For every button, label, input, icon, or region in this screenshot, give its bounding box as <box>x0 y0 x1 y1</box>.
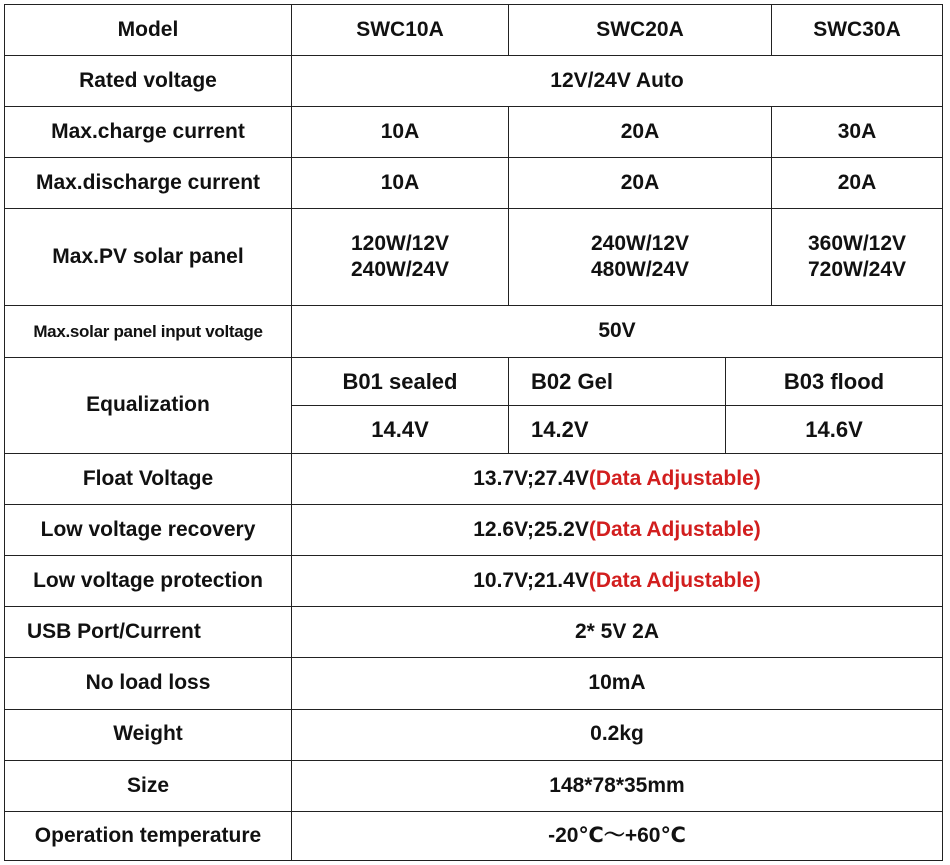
low-voltage-recovery-note: (Data Adjustable) <box>588 518 761 542</box>
row-low-voltage-protection <box>5 556 943 607</box>
discharge-current-swc20a: 20A <box>509 158 772 209</box>
value-low-voltage-protection <box>292 556 943 607</box>
value-usb-port: 2* 5V 2A <box>292 607 943 658</box>
low-voltage-protection-note: (Data Adjustable) <box>588 569 761 593</box>
row-usb-port <box>5 607 943 658</box>
pv-panel-swc30a-24v: 720W/24V <box>807 258 907 282</box>
charge-current-swc10a: 10A <box>292 107 509 158</box>
label-weight: Weight <box>5 709 292 760</box>
charge-current-swc30a: 30A <box>772 107 943 158</box>
row-max-charge-current <box>5 107 943 158</box>
label-max-pv-panel: Max.PV solar panel <box>5 209 292 305</box>
pv-panel-swc20a-12v: 240W/12V <box>590 231 690 255</box>
row-equalization-types <box>5 357 943 405</box>
row-low-voltage-recovery <box>5 505 943 556</box>
row-max-discharge-current <box>5 158 943 209</box>
label-max-discharge-current: Max.discharge current <box>5 158 292 209</box>
charge-current-swc20a: 20A <box>509 107 772 158</box>
row-no-load-loss <box>5 658 943 709</box>
label-low-voltage-protection: Low voltage protection <box>5 556 292 607</box>
label-rated-voltage: Rated voltage <box>5 56 292 107</box>
label-usb-port: USB Port/Current <box>5 607 292 658</box>
discharge-current-swc10a: 10A <box>292 158 509 209</box>
value-operation-temperature: -20℃～+60℃ <box>292 811 943 860</box>
pv-panel-swc10a <box>292 209 509 305</box>
value-max-input-voltage: 50V <box>292 305 943 357</box>
label-float-voltage: Float Voltage <box>5 453 292 504</box>
pv-panel-swc20a-24v: 480W/24V <box>590 258 690 282</box>
value-size: 148*78*35mm <box>292 760 943 811</box>
model-swc20a: SWC20A <box>509 5 772 56</box>
pv-panel-swc30a-12v: 360W/12V <box>807 231 907 255</box>
row-max-pv-panel <box>5 209 943 305</box>
equalization-voltage-b03: 14.6V <box>726 405 943 453</box>
row-model <box>5 5 943 56</box>
label-low-voltage-recovery: Low voltage recovery <box>5 505 292 556</box>
pv-panel-swc30a <box>772 209 943 305</box>
equalization-type-b01: B01 sealed <box>292 357 509 405</box>
label-no-load-loss: No load loss <box>5 658 292 709</box>
label-max-input-voltage: Max.solar panel input voltage <box>5 305 292 357</box>
pv-panel-swc20a <box>509 209 772 305</box>
equalization-voltage-b02: 14.2V <box>509 405 726 453</box>
value-no-load-loss: 10mA <box>292 658 943 709</box>
value-weight: 0.2kg <box>292 709 943 760</box>
label-model: Model <box>5 5 292 56</box>
label-equalization: Equalization <box>5 357 292 453</box>
row-rated-voltage <box>5 56 943 107</box>
pv-panel-swc10a-12v: 120W/12V <box>350 231 450 255</box>
row-float-voltage <box>5 453 943 504</box>
label-operation-temperature: Operation temperature <box>5 811 292 860</box>
spec-table <box>4 4 943 861</box>
equalization-type-b03: B03 flood <box>726 357 943 405</box>
equalization-type-b02: B02 Gel <box>509 357 726 405</box>
label-size: Size <box>5 760 292 811</box>
float-voltage-note: (Data Adjustable) <box>588 466 761 490</box>
low-voltage-recovery-value: 12.6V;25.2V <box>473 518 589 542</box>
row-size <box>5 760 943 811</box>
value-rated-voltage: 12V/24V Auto <box>292 56 943 107</box>
row-max-input-voltage <box>5 305 943 357</box>
value-float-voltage <box>292 453 943 504</box>
label-max-charge-current: Max.charge current <box>5 107 292 158</box>
float-voltage-value: 13.7V;27.4V <box>473 466 589 490</box>
pv-panel-swc10a-24v: 240W/24V <box>350 258 450 282</box>
low-voltage-protection-value: 10.7V;21.4V <box>473 569 589 593</box>
value-low-voltage-recovery <box>292 505 943 556</box>
model-swc30a: SWC30A <box>772 5 943 56</box>
row-weight <box>5 709 943 760</box>
row-operation-temperature <box>5 811 943 860</box>
model-swc10a: SWC10A <box>292 5 509 56</box>
discharge-current-swc30a: 20A <box>772 158 943 209</box>
equalization-voltage-b01: 14.4V <box>292 405 509 453</box>
